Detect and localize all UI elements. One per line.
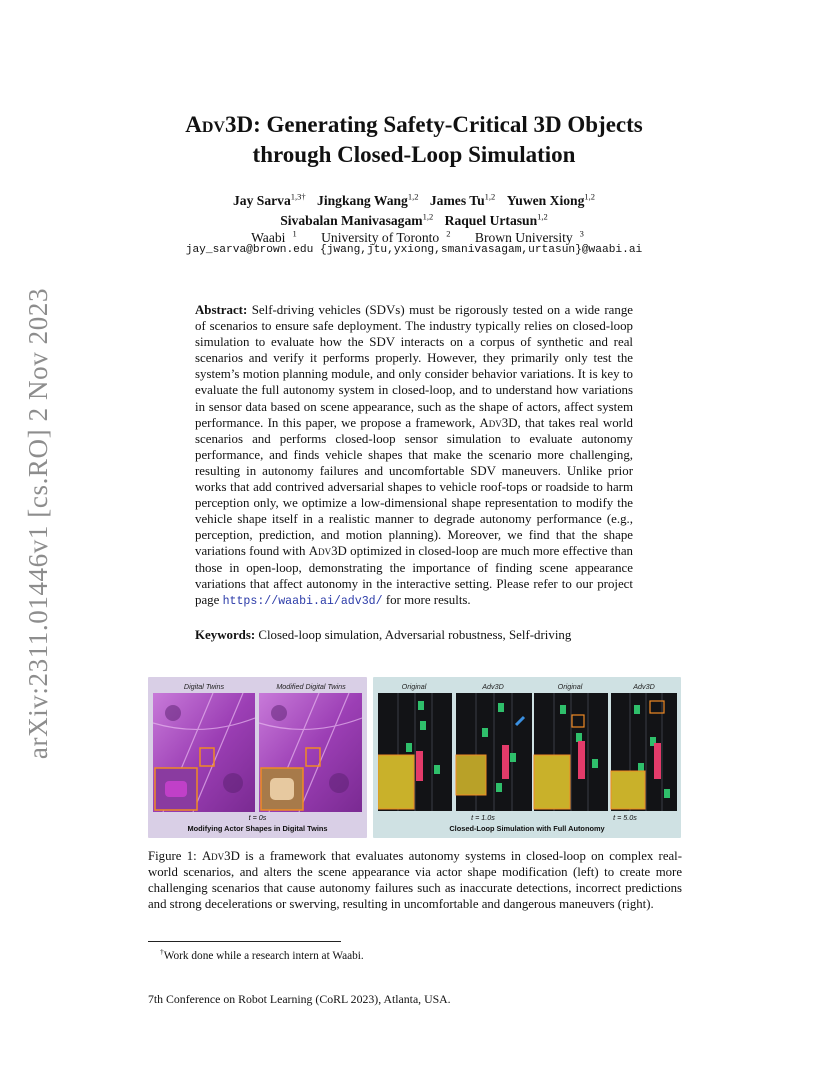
figure-caption-text: is a framework that evaluates autonomy systems in closed-loop on complex real-world scenarios, and alters the scene appearance via actor shape modification (left) to create more challenging scenarios that cause autonomy failures such as inaccurate detections, incorrect predictions and strong decelerations or swerving, resulting in uncomfortable and dangerous maneuvers (right). [148,849,682,911]
figure-left-caption: Modifying Actor Shapes in Digital Twins [187,824,328,833]
abstract-text-3: optimized in closed-loop are much more effective than those in open-loop, demonstrating the importance of finding scene appearance variations that affect autonomy in the interactive setting. Please refer to our project page [195,544,633,607]
author-emails: jay_sarva@brown.edu {jwang,jtu,yxiong,smanivasagam,urtasun}@waabi.ai [185,244,643,256]
keywords-text: Closed-loop simulation, Adversarial robustness, Self-driving [255,628,572,642]
abstract-label: Abstract: [195,303,248,317]
paper-title [140,110,688,170]
footnote [160,947,364,962]
figure-right-time-1: t = 1.0s [471,813,495,822]
figure-right-panel [373,677,681,838]
conference-note: 7th Conference on Robot Learning (CoRL 2023), Atlanta, USA. [148,992,451,1006]
author: Raquel Urtasun$^{1,2}$ [444,211,548,229]
affiliation: Waabi $^1$ [251,228,297,245]
title-method-name: Adv3D [185,112,254,137]
figure-left-panel [148,677,367,838]
figure-caption [148,848,682,912]
closed-loop-simulation-image [378,693,677,811]
keywords [195,628,633,643]
author: Yuwen Xiong$^{1,2}$ [506,191,595,208]
figure-caption-method: Adv3D [201,849,240,863]
figure-caption-prefix: Figure 1: [148,849,202,863]
affiliation: University of Toronto $^2$ [321,228,451,245]
figure-label-adv3d-1: Adv3D [482,682,504,691]
abstract-text-4: for more results. [382,592,471,607]
abstract-text-2: , that takes real world scenarios and performs closed-loop sensor simulation to evaluate autonomy performance, and finds vehicle shapes that make the scenario more challenging, resulting in autonomy failures and uncomfortable SDV maneuvers. Unlike prior works that add contrived adversarial shapes to vehicle roof-tops or roadside to harm perception only, we optimize a low-dimensional shape representation to modify the vehicle shape itself in a realistic manner to degrade autonomy performance (e.g., perception, prediction, and motion planning). Moreover, we find that the shape variations found with [195,415,633,559]
author-list [140,188,688,229]
affiliation-list [140,228,688,246]
figure-label-original-2: Original [557,682,583,691]
author: Jay Sarva$^{1,3\dagger}$ [232,191,306,208]
title-line-1 [140,110,688,140]
figure-label-digital-twins: Digital Twins [183,682,225,691]
figure-label-adv3d-2: Adv3D [633,682,655,691]
figure-right-time-2: t = 5.0s [613,813,637,822]
author-row-1 [140,188,688,209]
project-page-link[interactable]: https://waabi.ai/adv3d/ [222,594,383,608]
figure-1 [148,677,681,838]
figure-label-original-1: Original [401,682,427,691]
author: Jingkang Wang$^{1,2}$ [317,191,419,208]
title-line-1-rest: : Generating Safety-Critical 3D Objects [253,112,643,137]
author-row-2 [140,209,688,230]
figure-left-time: t = 0s [248,813,267,822]
keywords-label: Keywords: [195,628,256,642]
title-line-2: through Closed-Loop Simulation [252,142,576,167]
footnote-rule [148,941,341,942]
figure-label-modified-twins: Modified Digital Twins [276,682,346,691]
arxiv-identifier-stamp [22,288,56,758]
footnote-mark: † [160,947,164,956]
figure-right-caption: Closed-Loop Simulation with Full Autonomy [449,824,605,833]
author: Sivabalan Manivasagam$^{1,2}$ [280,211,434,229]
author: James Tu$^{1,2}$ [429,191,496,208]
abstract-method-name: Adv3D [479,415,518,430]
affiliation: Brown University $^3$ [474,228,584,245]
digital-twin-renderings-image [153,693,362,812]
abstract-text-1: Self-driving vehicles (SDVs) must be rigorously tested on a wide range of scenarios to ensure safe deployment. The industry typically relies on closed-loop simulation to evaluate how the SDV interacts on a corpus of synthetic and real scenarios and verify it performs properly. However, they primarily only test the system’s motion planning module, and only consider behavior variations. It is key to evaluate the full autonomy system in closed-loop, and to understand how variations in sensor data based on scene appearance, such as the shape of actors, affect system performance. In this paper, we propose a framework, [195,303,633,430]
abstract-method-name: Adv3D [308,544,347,559]
footnote-text: Work done while a research intern at Waabi. [163,949,364,962]
abstract [195,302,633,610]
arxiv-stamp-text: arXiv:2311.01446v1 [cs.RO] 2 Nov 2023 [23,287,54,759]
